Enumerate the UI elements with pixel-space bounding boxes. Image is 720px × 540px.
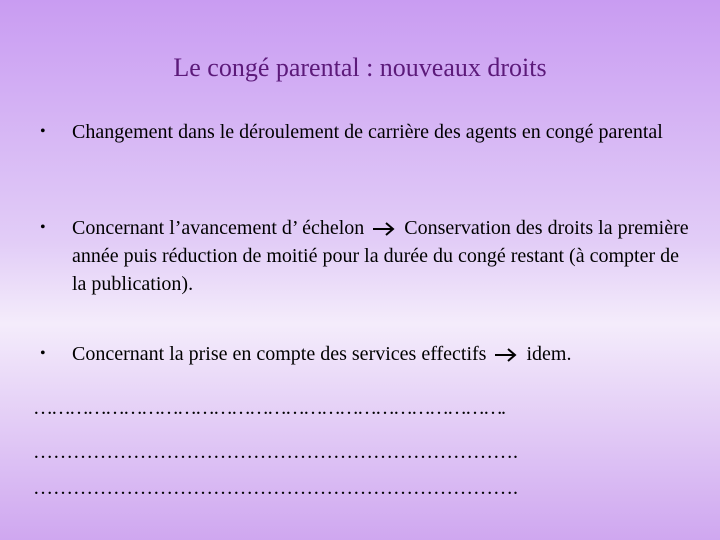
bullet-item-3 <box>40 340 692 368</box>
right-arrow-icon <box>371 221 397 237</box>
bullet-text-before: Concernant la prise en compte des services effectifs <box>72 343 487 365</box>
bullet-dot-icon: • <box>40 123 46 140</box>
dotted-line-1: ……………………………………………………………………. <box>33 397 504 419</box>
bullet-item-1 <box>40 118 692 146</box>
slide-title: Le congé parental : nouveaux droits <box>173 53 547 82</box>
bullet-dot-icon: • <box>40 345 46 362</box>
right-arrow-icon <box>493 347 519 363</box>
bullet-text-after: idem. <box>526 343 572 365</box>
dotted-line-3: ………………………………………………………………. <box>33 477 518 499</box>
bullet-text: Changement dans le déroulement de carrière des agents en congé parental <box>72 121 663 143</box>
bullet-text-after: Conservation des droits la première année puis réduction de moitié pour la durée du congé restant (à compter de la publication). <box>72 217 689 295</box>
dotted-line-2: ………………………………………………………………. <box>33 441 518 463</box>
bullet-dot-icon: • <box>40 219 46 236</box>
bullet-text-before: Concernant l’avancement d’ échelon <box>72 217 365 239</box>
bullet-item-2 <box>40 214 692 298</box>
